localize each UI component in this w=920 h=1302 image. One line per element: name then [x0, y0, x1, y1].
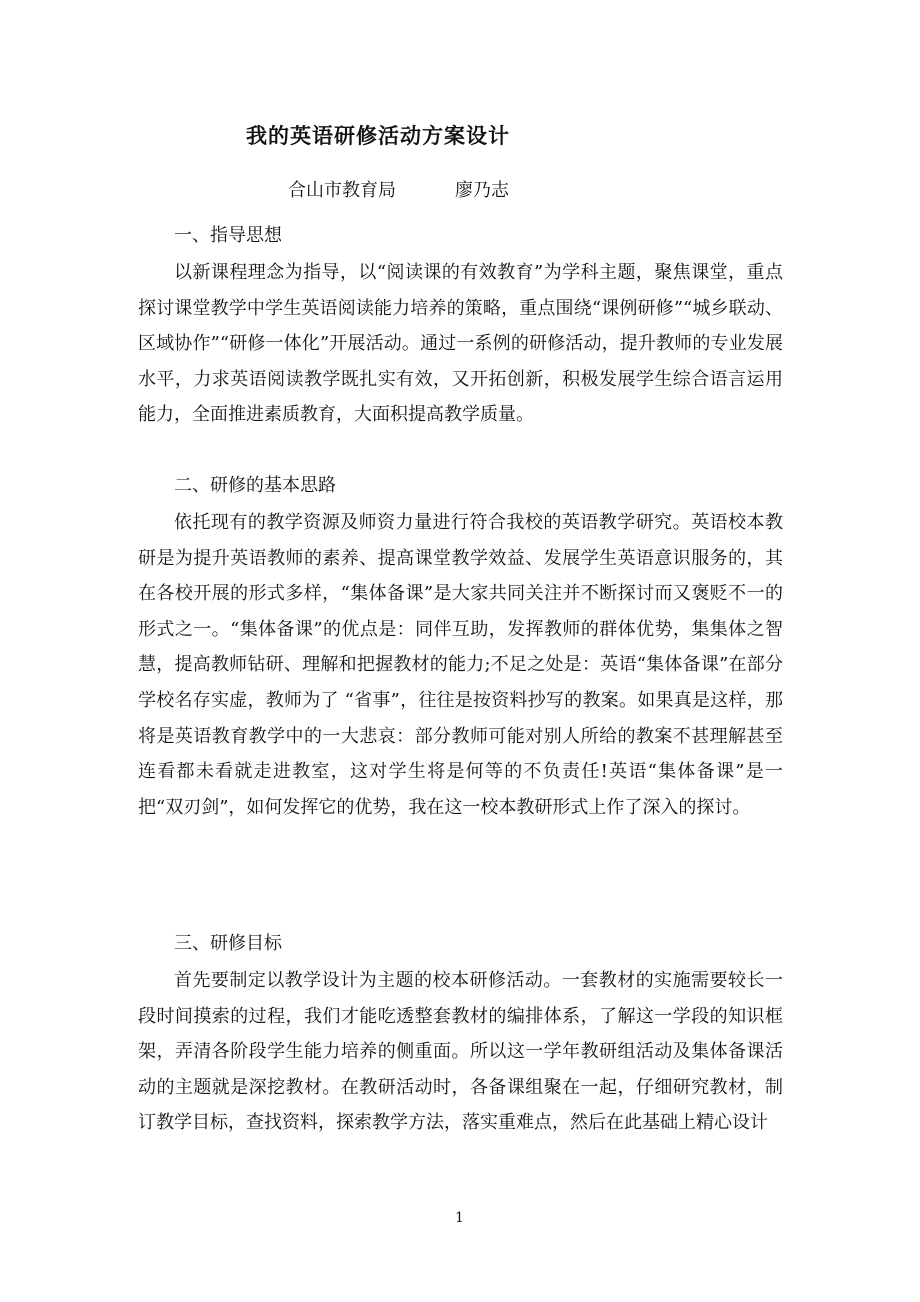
section-paragraph-3: 首先要制定以教学设计为主题的校本研修活动。一套教材的实施需要较长一段时间摸索的过程，我们才能吃透整套教材的编排体系，了解这一学段的知识框架，弄清各阶段学生能力培养的侧重面。所以这一学年教研组活动及集体备课活动的主题就是深挖教材。在教研活动时，各备课组聚在一起，仔细研究教材，制订教学目标，查找资料，探索教学方法，落实重难点，然后在此基础上精心设计 — [138, 970, 783, 1134]
section-heading-1: 一、指导思想 — [174, 225, 282, 246]
section-heading-2: 二、研修的基本思路 — [174, 475, 336, 496]
author-organization: 合山市教育局 — [288, 180, 396, 201]
author-name: 廖乃志 — [455, 180, 509, 201]
section-paragraph-2: 依托现有的教学资源及师资力量进行符合我校的英语教学研究。英语校本教研是为提升英语教师的素养、提高课堂教学效益、发展学生英语意识服务的，其在各校开展的形式多样，“集体备课”是大家共同关注并不断探讨而又褒贬不一的形式之一。“集体备课”的优点是：同伴互助，发挥教师的群体优势，集集体之智慧，提高教师钻研、理解和把握教材的能力;不足之处是：英语“集体备课”在部分学校名存实虚，教师为了 “省事”，往往是按资料抄写的教案。如果真是这样，那将是英语教育教学中的一大悲哀：部分教师可能对别人所给的教案不甚理解甚至连看都未看就走进教室，这对学生将是何等的不负责任!英语“集体备课”是一把“双刃剑”，如何发挥它的优势，我在这一校本教研形式上作了深入的探讨。 — [138, 512, 783, 818]
page-number: 1 — [455, 1210, 464, 1226]
section-heading-3: 三、研修目标 — [174, 933, 282, 954]
section-paragraph-1: 以新课程理念为指导，以“阅读课的有效教育”为学科主题，聚焦课堂，重点探讨课堂教学中学生英语阅读能力培养的策略，重点围绕“课例研修”“城乡联动、区域协作”“研修一体化”开展活动。通过一系例的研修活动，提升教师的专业发展水平，力求英语阅读教学既扎实有效，又开拓创新，积极发展学生综合语言运用能力，全面推进素质教育，大面积提高教学质量。 — [138, 262, 783, 426]
document-title: 我的英语研修活动方案设计 — [246, 123, 510, 148]
